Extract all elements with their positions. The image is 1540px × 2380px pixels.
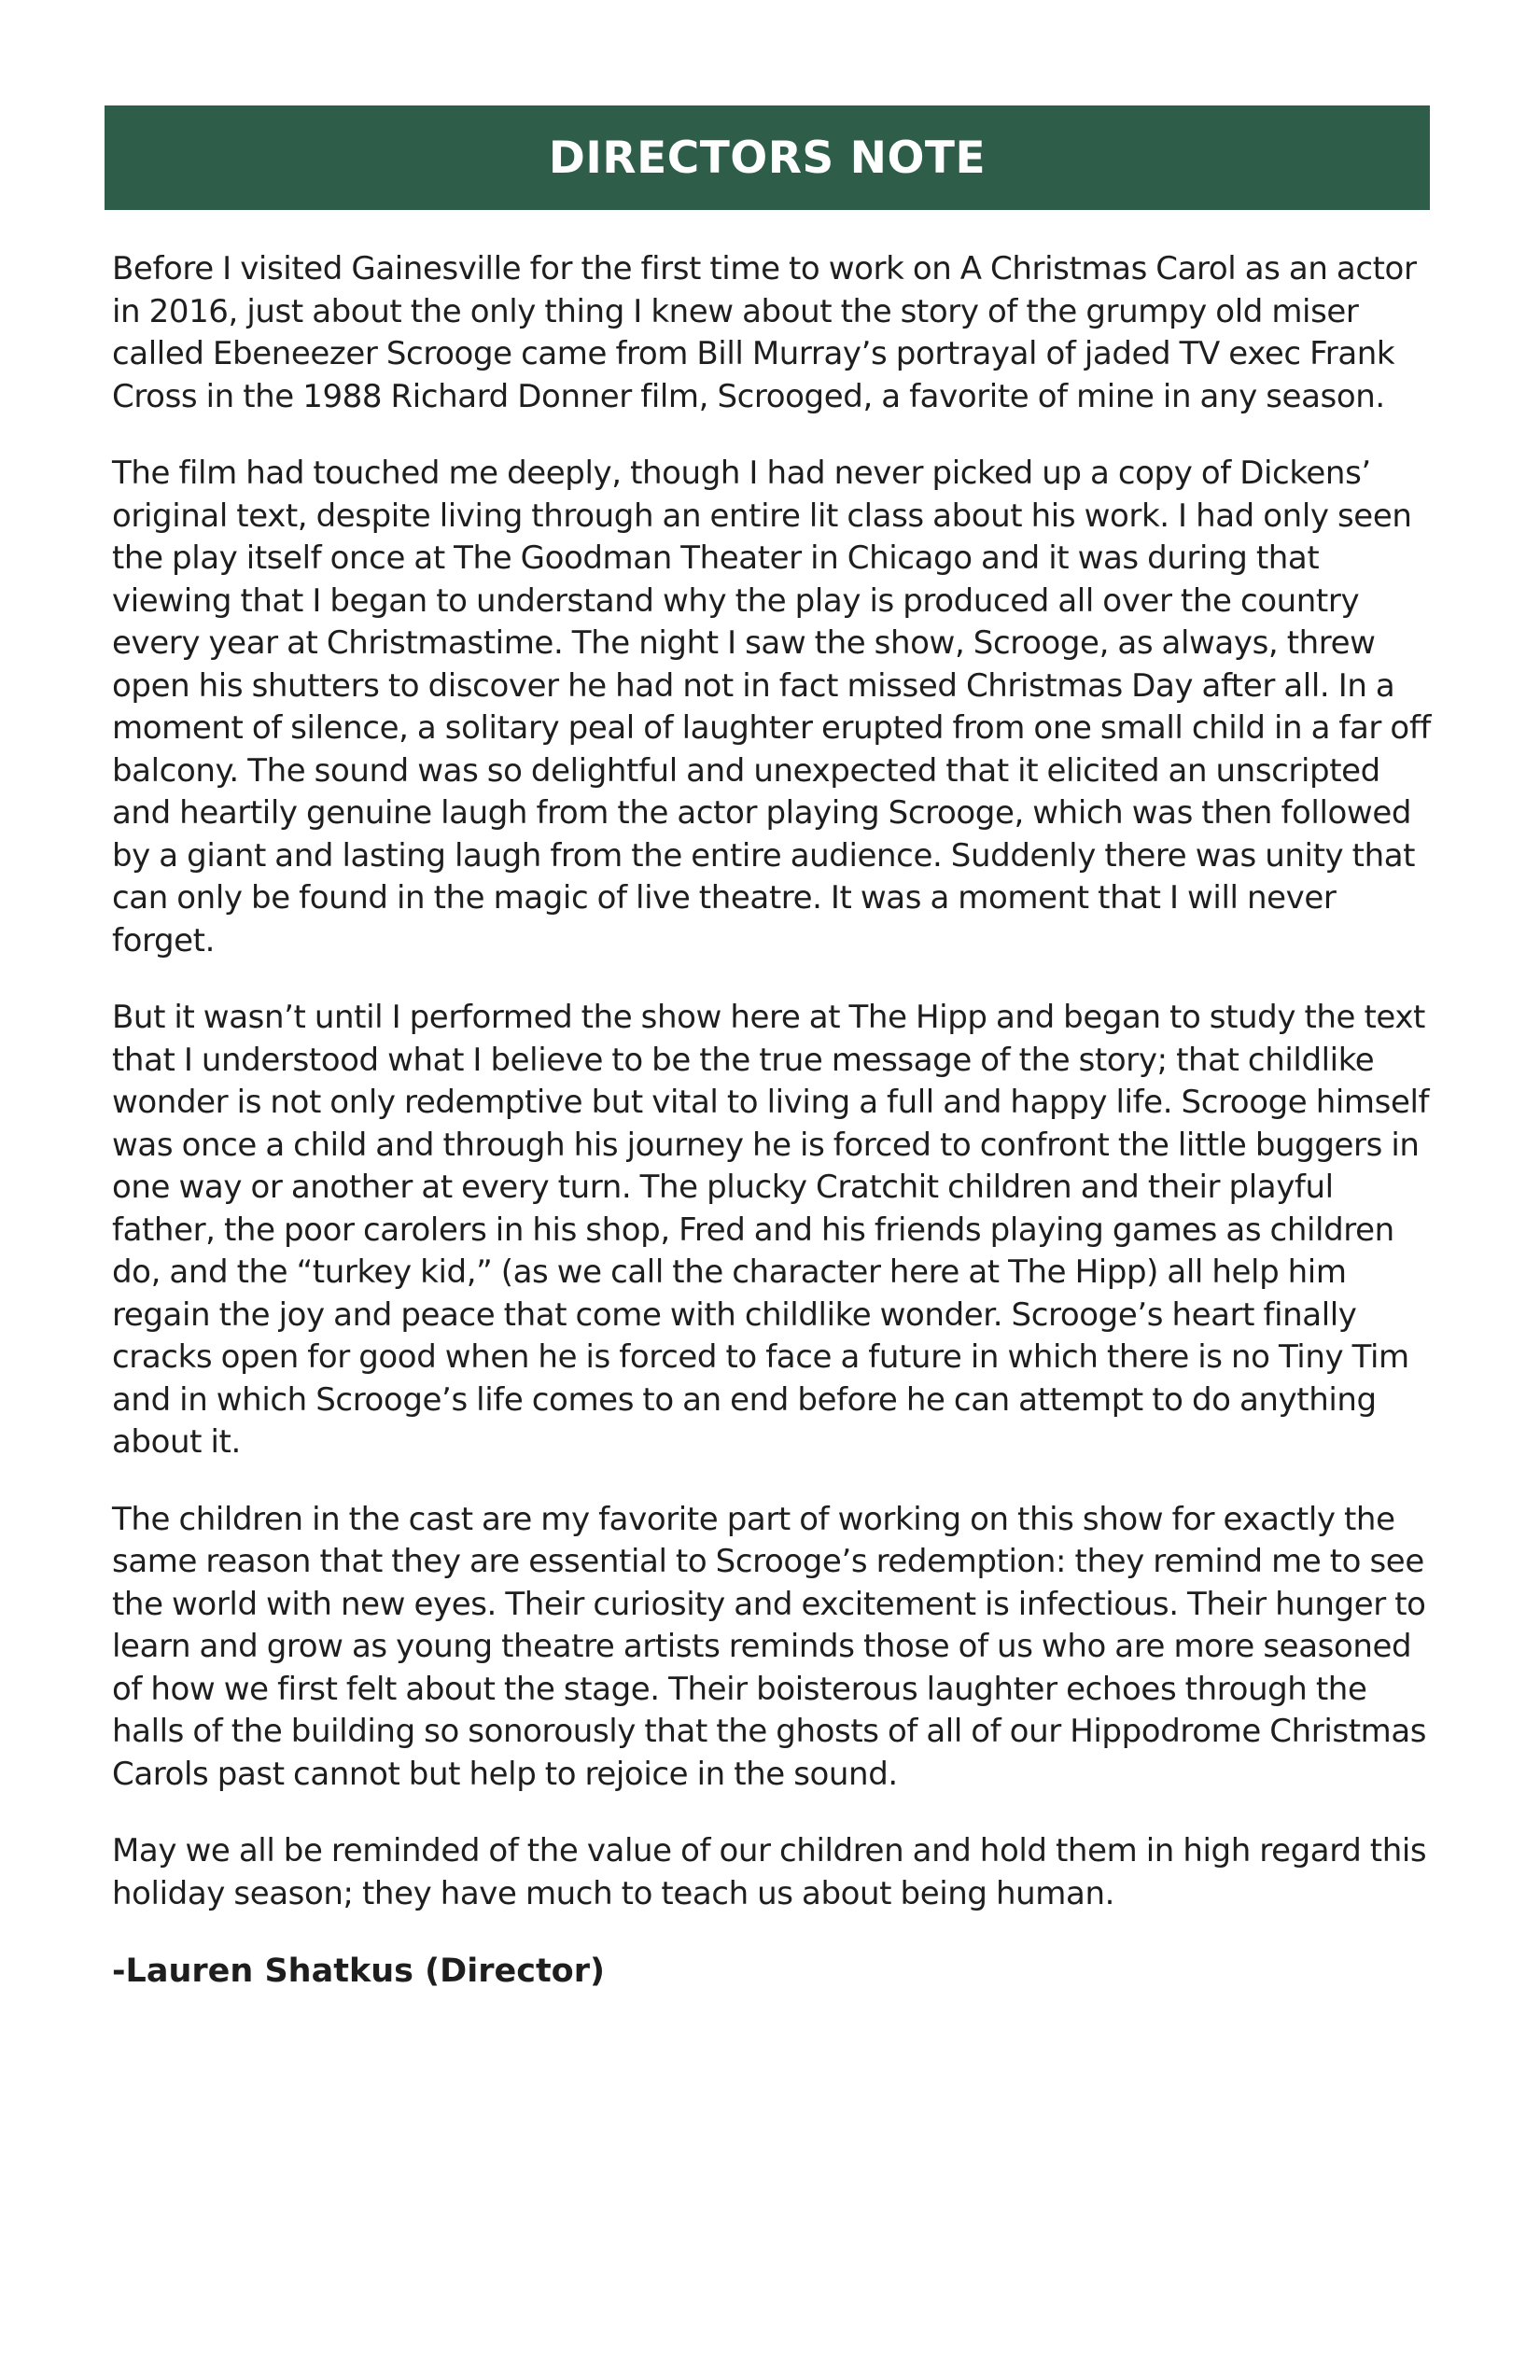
page-title: DIRECTORS NOTE bbox=[548, 132, 987, 184]
header-banner bbox=[105, 105, 1430, 210]
paragraph-4: The children in the cast are my favorite part of working on this show for exactly the same reason that they are essential to Scrooge’s redemption: they remind me to see the world with new eyes. Their curiosity and excitement is infectious. Their hunger to learn and grow as young theatre artists reminds those of us who are more seasoned of how we first felt about the stage. Their boisterous laughter echoes through the halls of the building so sonorously that the ghosts of all of our Hippodrome Christmas Carols past cannot but help to rejoice in the sound. bbox=[112, 1500, 1427, 1793]
paragraph-5: May we all be reminded of the value of our children and hold them in high regard this holiday season; they have much to teach us about being human. bbox=[112, 1832, 1427, 1912]
paragraph-2: The film had touched me deeply, though I had never picked up a copy of Dickens’ original text, despite living through an entire lit class about his work. I had only seen the play itself once at The Goodman Theater in Chicago and it was during that viewing that I began to understand why the play is produced all over the country every year at Christmastime. The night I saw the show, Scrooge, as always, threw open his shutters to discover he had not in fact missed Christmas Day after all. In a moment of silence, a solitary peal of laughter erupted from one small child in a far off balcony. The sound was so delightful and unexpected that it elicited an unscripted and heartily genuine laugh from the actor playing Scrooge, which was then followed by a giant and lasting laugh from the entire audience. Suddenly there was unity that can only be found in the magic of live theatre. It was a moment that I will never forget. bbox=[112, 455, 1431, 959]
director-signature: -Lauren Shatkus (Director) bbox=[112, 1953, 605, 1990]
paragraph-1: Before I visited Gainesville for the first time to work on A Christmas Carol as an actor in 2016, just about the only thing I knew about the story of the grumpy old miser called Ebeneezer Scrooge came from Bill Murray’s portrayal of jaded TV exec Frank Cross in the 1988 Richard Donner film, Scrooged, a favorite of mine in any season. bbox=[112, 250, 1417, 415]
paragraph-3: But it wasn’t until I performed the show here at The Hipp and began to study the text that I understood what I believe to be the true message of the story; that childlike wonder is not only redemptive but vital to living a full and happy life. Scrooge himself was once a child and through his journey he is forced to confront the little buggers in one way or another at every turn. The plucky Cratchit children and their playful father, the poor carolers in his shop, Fred and his friends playing games as children do, and the “turkey kid,” (as we call the character here at The Hipp) all help him regain the joy and peace that come with childlike wonder. Scrooge’s heart finally cracks open for good when he is forced to face a future in which there is no Tiny Tim and in which Scrooge’s life comes to an end before he can attempt to do anything about it. bbox=[112, 999, 1430, 1461]
note-body bbox=[112, 248, 1442, 1993]
